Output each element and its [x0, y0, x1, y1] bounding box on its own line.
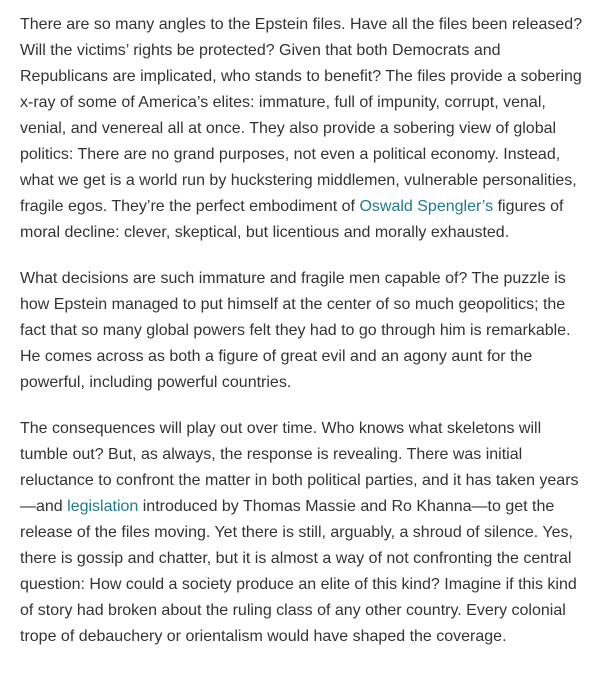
- paragraph-text: What decisions are such immature and fragile men capable of? The puzzle is how Epstein managed to put himself at the center of so much geopolitics; the fact that so many global powers felt they had to go through him is remarkable. He comes across as both a figure of great evil and an agony aunt for the powerful, including powerful countries.: [20, 270, 571, 391]
- oswald-spengler-link[interactable]: Oswald Spengler’s: [359, 198, 494, 215]
- paragraph-text: figures of moral decline: clever, skeptical, but licentious and morally exhausted.: [20, 198, 564, 241]
- paragraph-2: [20, 266, 592, 396]
- legislation-link[interactable]: legislation: [67, 498, 139, 515]
- paragraph-3: [20, 416, 592, 650]
- paragraph-1: [20, 12, 592, 246]
- paragraph-text: The consequences will play out over time. Who knows what skeletons will tumble out? But, as always, the response is revealing. There was initial reluctance to confront the matter in both political parties, and it has taken years—and: [20, 420, 579, 515]
- paragraph-text: There are so many angles to the Epstein files. Have all the files been released? Will the victims’ rights be protected? Given that both Democrats and Republicans are implicated, who stands to benefit? The files provide a sobering x-ray of some of America’s elites: immature, full of impunity, corrupt, venal, venial, and venereal all at once. They also provide a sobering view of global politics: There are no grand purposes, not even a political economy. Instead, what we get is a world run by huckstering middlemen, vulnerable personalities, fragile egos. They’re the perfect embodiment of: [20, 16, 583, 215]
- paragraph-text: introduced by Thomas Massie and Ro Khanna—to get the release of the files moving. Yet there is still, arguably, a shroud of silence. Yes, there is gossip and chatter, but it is almost a way of not confronting the central question: How could a society produce an elite of this kind? Imagine if this kind of story had broken about the ruling class of any other country. Every colonial trope of debauchery or orientalism would have shaped the coverage.: [20, 498, 577, 645]
